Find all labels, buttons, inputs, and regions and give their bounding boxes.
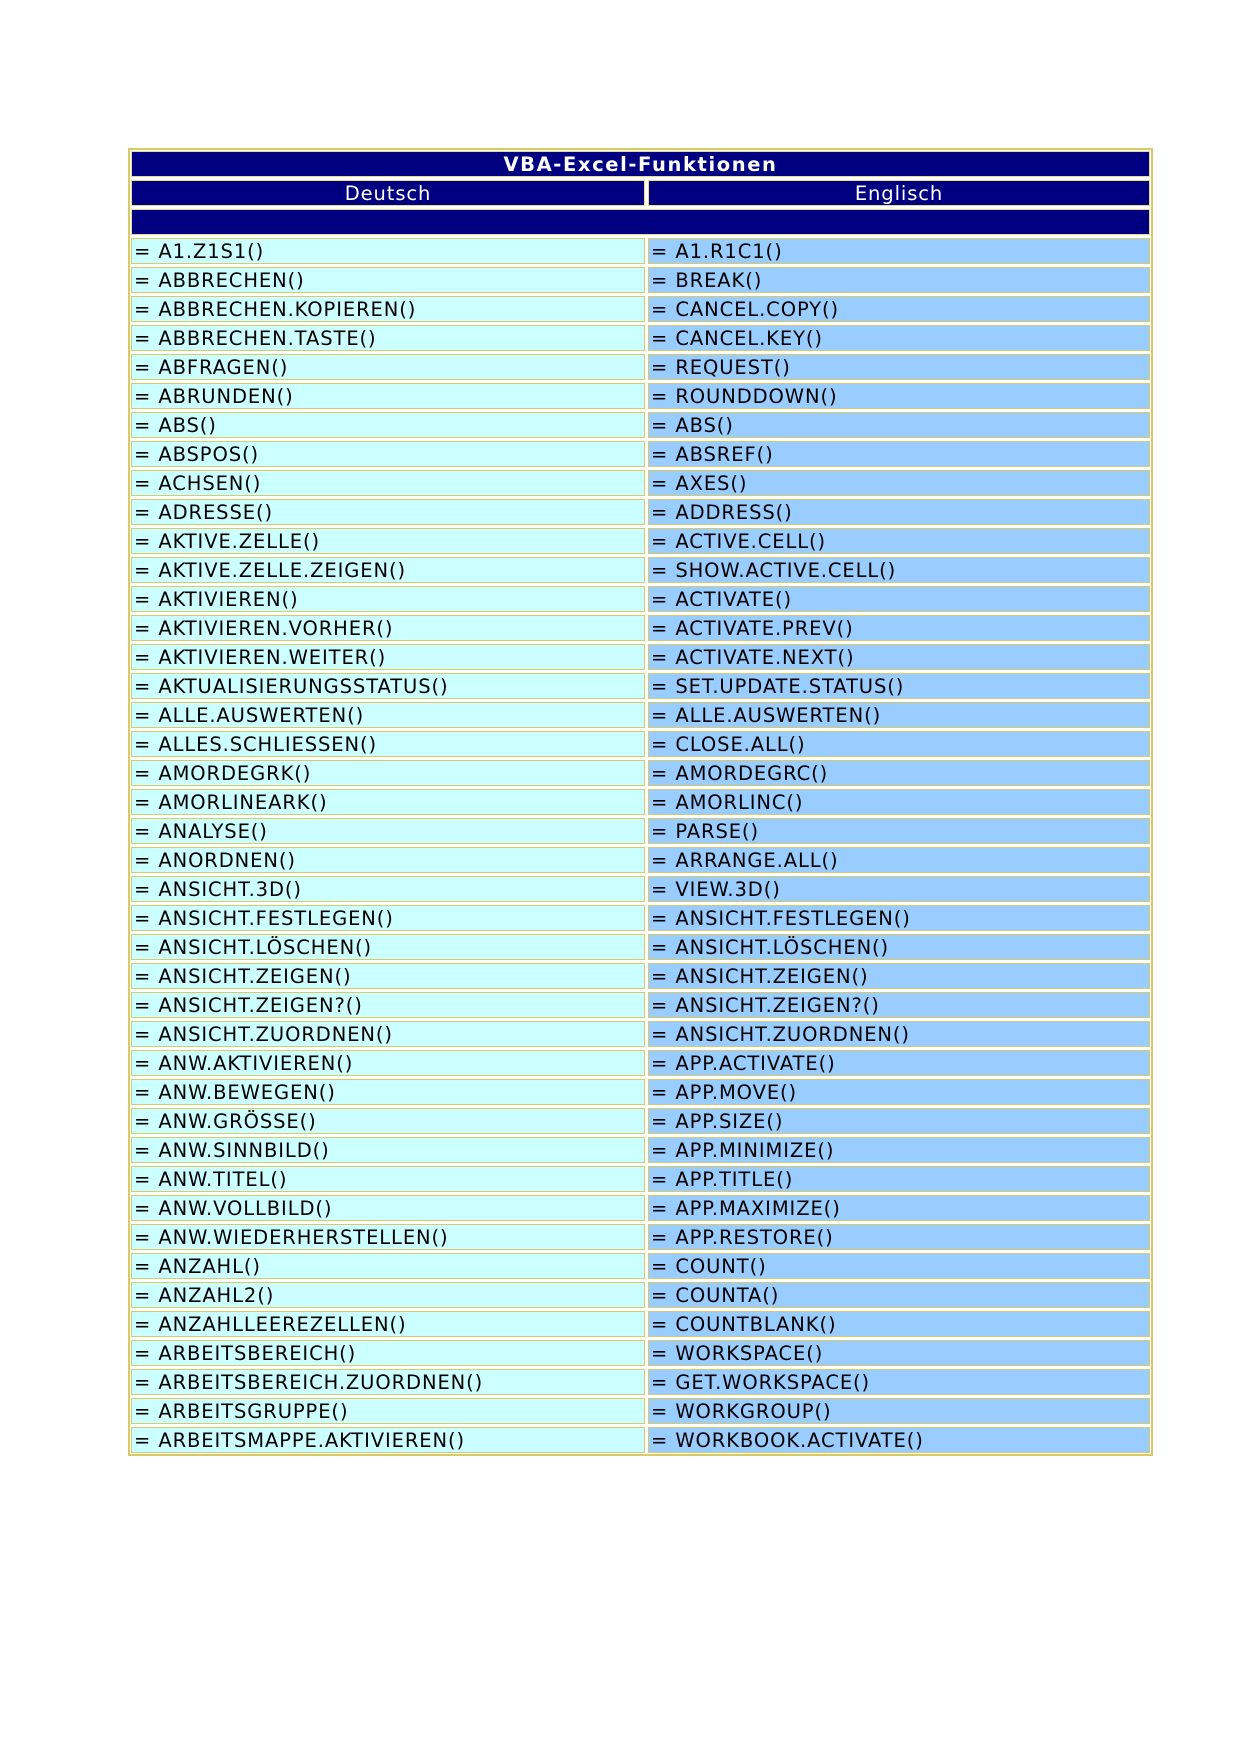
cell-deutsch: = ANORDNEN() [131,847,645,873]
cell-deutsch: = AKTUALISIERUNGSSTATUS() [131,673,645,699]
table-row [131,615,1150,641]
cell-deutsch: = ABRUNDEN() [131,383,645,409]
table-row [131,470,1150,496]
table-row [131,731,1150,757]
cell-englisch: = BREAK() [648,267,1150,293]
table-row [131,1427,1150,1453]
table-row [131,1137,1150,1163]
cell-englisch: = REQUEST() [648,354,1150,380]
header-row [131,180,1150,206]
cell-deutsch: = ABBRECHEN() [131,267,645,293]
table-row [131,992,1150,1018]
cell-englisch: = ABS() [648,412,1150,438]
cell-deutsch: = AKTIVE.ZELLE() [131,528,645,554]
cell-englisch: = AMORLINC() [648,789,1150,815]
table-row [131,1224,1150,1250]
table-row [131,1369,1150,1395]
table-row [131,325,1150,351]
table-row [131,760,1150,786]
cell-englisch: = ACTIVATE.PREV() [648,615,1150,641]
cell-englisch: = ANSICHT.ZUORDNEN() [648,1021,1150,1047]
cell-englisch: = ACTIVATE.NEXT() [648,644,1150,670]
table-row [131,905,1150,931]
title-row [131,151,1150,177]
cell-deutsch: = ANSICHT.ZEIGEN?() [131,992,645,1018]
table-row [131,1195,1150,1221]
column-header-deutsch: Deutsch [131,180,645,206]
cell-englisch: = APP.ACTIVATE() [648,1050,1150,1076]
table-row [131,383,1150,409]
cell-englisch: = CLOSE.ALL() [648,731,1150,757]
cell-deutsch: = AMORDEGRK() [131,760,645,786]
table-row [131,238,1150,264]
cell-deutsch: = ANSICHT.3D() [131,876,645,902]
spacer-cell [131,209,1150,235]
table-row [131,441,1150,467]
cell-deutsch: = ABFRAGEN() [131,354,645,380]
table-row [131,644,1150,670]
cell-deutsch: = ANSICHT.LÖSCHEN() [131,934,645,960]
cell-deutsch: = ALLE.AUSWERTEN() [131,702,645,728]
table-row [131,499,1150,525]
cell-englisch: = AXES() [648,470,1150,496]
cell-deutsch: = ARBEITSBEREICH.ZUORDNEN() [131,1369,645,1395]
cell-deutsch: = ANSICHT.FESTLEGEN() [131,905,645,931]
cell-deutsch: = ANALYSE() [131,818,645,844]
table-row [131,586,1150,612]
cell-deutsch: = AMORLINEARK() [131,789,645,815]
cell-deutsch: = ABS() [131,412,645,438]
cell-deutsch: = ABBRECHEN.KOPIEREN() [131,296,645,322]
cell-deutsch: = ANSICHT.ZEIGEN() [131,963,645,989]
cell-deutsch: = ANW.AKTIVIEREN() [131,1050,645,1076]
cell-deutsch: = A1.Z1S1() [131,238,645,264]
table-row [131,934,1150,960]
cell-deutsch: = ADRESSE() [131,499,645,525]
table-row [131,1311,1150,1337]
table-row [131,528,1150,554]
table-row [131,1021,1150,1047]
cell-englisch: = ANSICHT.ZEIGEN() [648,963,1150,989]
table-row [131,296,1150,322]
table-row [131,1108,1150,1134]
table-row [131,557,1150,583]
cell-deutsch: = ABBRECHEN.TASTE() [131,325,645,351]
table-row [131,1253,1150,1279]
table-row [131,412,1150,438]
cell-englisch: = APP.SIZE() [648,1108,1150,1134]
cell-englisch: = CANCEL.KEY() [648,325,1150,351]
table-row [131,1050,1150,1076]
cell-englisch: = AMORDEGRC() [648,760,1150,786]
cell-deutsch: = ANZAHL() [131,1253,645,1279]
cell-deutsch: = ARBEITSGRUPPE() [131,1398,645,1424]
table-row [131,702,1150,728]
cell-englisch: = A1.R1C1() [648,238,1150,264]
table-row [131,1079,1150,1105]
cell-deutsch: = ACHSEN() [131,470,645,496]
table-row [131,876,1150,902]
cell-englisch: = ANSICHT.LÖSCHEN() [648,934,1150,960]
table-row [131,789,1150,815]
cell-englisch: = ACTIVE.CELL() [648,528,1150,554]
table-row [131,1166,1150,1192]
cell-englisch: = WORKSPACE() [648,1340,1150,1366]
cell-englisch: = ANSICHT.FESTLEGEN() [648,905,1150,931]
cell-englisch: = APP.RESTORE() [648,1224,1150,1250]
table-row [131,847,1150,873]
table-title: VBA-Excel-Funktionen [131,151,1150,177]
cell-englisch: = SET.UPDATE.STATUS() [648,673,1150,699]
cell-deutsch: = ANZAHL2() [131,1282,645,1308]
cell-deutsch: = AKTIVIEREN() [131,586,645,612]
cell-englisch: = APP.MAXIMIZE() [648,1195,1150,1221]
cell-deutsch: = ANW.VOLLBILD() [131,1195,645,1221]
column-header-englisch: Englisch [648,180,1150,206]
cell-deutsch: = ANW.SINNBILD() [131,1137,645,1163]
spacer-row [131,209,1150,235]
cell-englisch: = COUNTBLANK() [648,1311,1150,1337]
cell-deutsch: = ANW.TITEL() [131,1166,645,1192]
table-row [131,1398,1150,1424]
table-body [131,238,1150,1453]
cell-deutsch: = ANZAHLLEEREZELLEN() [131,1311,645,1337]
table-row [131,1282,1150,1308]
cell-englisch: = VIEW.3D() [648,876,1150,902]
cell-englisch: = APP.MINIMIZE() [648,1137,1150,1163]
cell-englisch: = APP.TITLE() [648,1166,1150,1192]
table-row [131,963,1150,989]
function-table [128,148,1153,1456]
table-row [131,818,1150,844]
cell-deutsch: = ABSPOS() [131,441,645,467]
cell-deutsch: = ANW.GRÖSSE() [131,1108,645,1134]
cell-englisch: = CANCEL.COPY() [648,296,1150,322]
table-row [131,267,1150,293]
cell-deutsch: = ANW.WIEDERHERSTELLEN() [131,1224,645,1250]
cell-englisch: = WORKBOOK.ACTIVATE() [648,1427,1150,1453]
cell-deutsch: = AKTIVIEREN.WEITER() [131,644,645,670]
cell-deutsch: = AKTIVE.ZELLE.ZEIGEN() [131,557,645,583]
cell-englisch: = ARRANGE.ALL() [648,847,1150,873]
cell-englisch: = ANSICHT.ZEIGEN?() [648,992,1150,1018]
cell-englisch: = PARSE() [648,818,1150,844]
cell-englisch: = ALLE.AUSWERTEN() [648,702,1150,728]
cell-englisch: = APP.MOVE() [648,1079,1150,1105]
table-row [131,354,1150,380]
cell-deutsch: = AKTIVIEREN.VORHER() [131,615,645,641]
cell-englisch: = GET.WORKSPACE() [648,1369,1150,1395]
cell-englisch: = SHOW.ACTIVE.CELL() [648,557,1150,583]
cell-deutsch: = ALLES.SCHLIESSEN() [131,731,645,757]
cell-englisch: = WORKGROUP() [648,1398,1150,1424]
table-row [131,673,1150,699]
cell-deutsch: = ARBEITSMAPPE.AKTIVIEREN() [131,1427,645,1453]
cell-englisch: = ABSREF() [648,441,1150,467]
cell-englisch: = COUNT() [648,1253,1150,1279]
table-row [131,1340,1150,1366]
cell-englisch: = ADDRESS() [648,499,1150,525]
cell-englisch: = ACTIVATE() [648,586,1150,612]
cell-englisch: = ROUNDDOWN() [648,383,1150,409]
cell-deutsch: = ANSICHT.ZUORDNEN() [131,1021,645,1047]
cell-deutsch: = ARBEITSBEREICH() [131,1340,645,1366]
cell-englisch: = COUNTA() [648,1282,1150,1308]
cell-deutsch: = ANW.BEWEGEN() [131,1079,645,1105]
